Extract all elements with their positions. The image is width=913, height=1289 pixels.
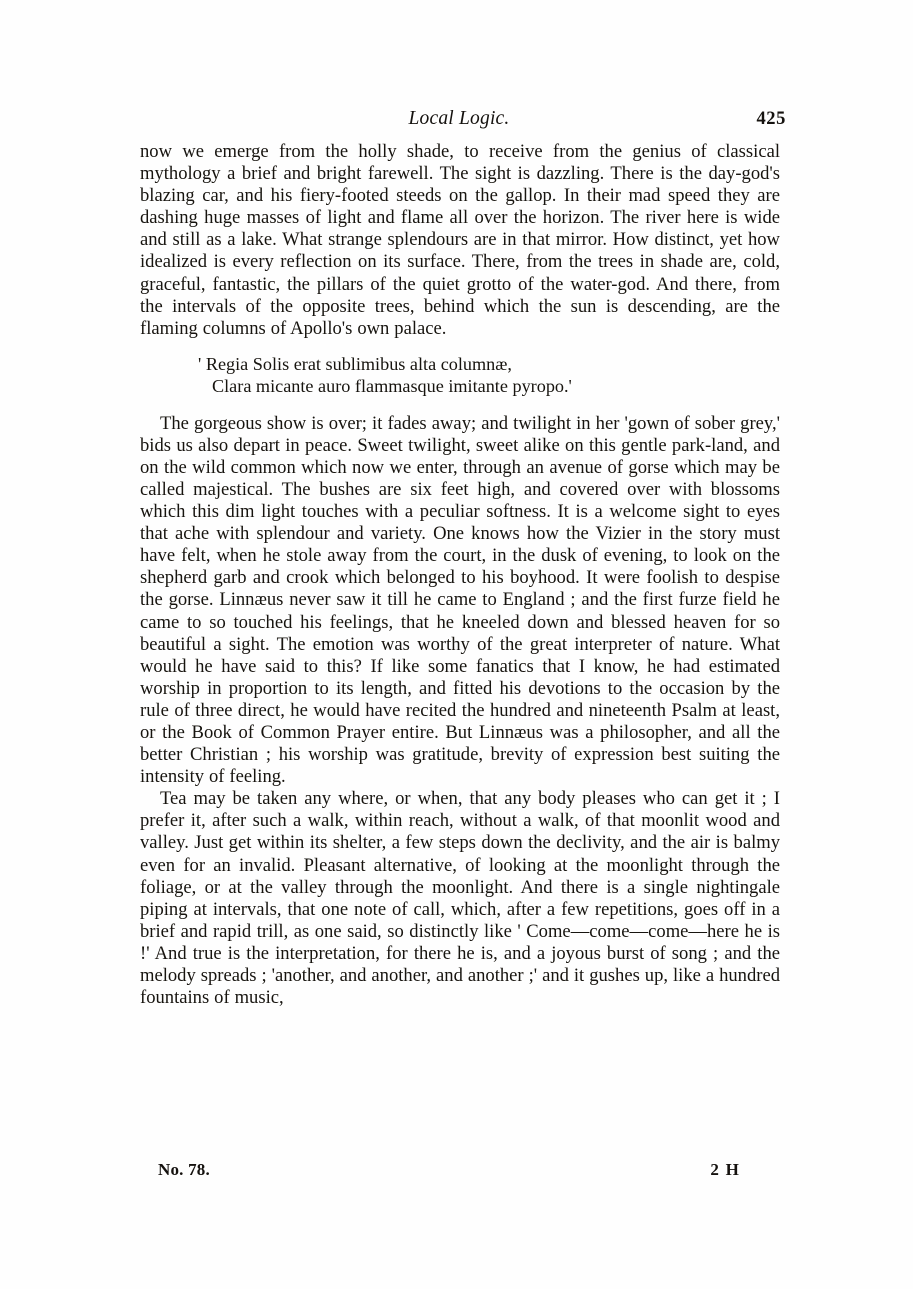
running-head-title: Local Logic.: [408, 108, 510, 129]
verse-line-1: ' Regia Solis erat sublimibus alta columnæ,: [198, 353, 512, 374]
issue-number: No. 78.: [158, 1160, 210, 1179]
paragraph-sunset: now we emerge from the holly shade, to receive from the genius of classical mythology a brief and bright farewell. The sight is dazzling. There is the day-god's blazing car, and his fiery-footed steeds on the gallop. In their mad speed they are dashing huge masses of light and flame all over the horizon. The river here is wide and still as a lake. What strange splendours are in that mirror. How distinct, yet how idealized is every reflection on its surface. There, from the trees in shade are, cold, graceful, fantastic, the pillars of the quiet grotto of the water-god. And there, from the intervals of the opposite trees, behind which the sun is descending, are the flaming columns of Apollo's own palace.: [140, 141, 780, 339]
page-footer: [140, 1160, 778, 1184]
paragraph-tea: Tea may be taken any where, or when, that any body pleases who can get it ; I prefer it, after such a walk, within reach, without a walk, of that moonlit wood and valley. Just get within its shelter, a few steps down the declivity, and the air is balmy even for an invalid. Pleasant alternative, of looking at the moonlight through the foliage, or at the valley through the moonlight. And there is a single nightingale piping at intervals, that one note of call, which, after a few repetitions, goes off in a brief and rapid trill, as one said, so distinctly like ' Come—come—come—here he is !' And true is the interpretation, for there he is, and a joyous burst of song ; and the melody spreads ; 'another, and another, and another ;' and it gushes up, like a hundred fountains of music,: [140, 788, 780, 1009]
page-folio-number: 425: [756, 109, 786, 129]
running-head: [140, 108, 786, 134]
paragraph-twilight: The gorgeous show is over; it fades away; and twilight in her 'gown of sober grey,' bids us also depart in peace. Sweet twilight, sweet alike on this gentle park-land, and on the wild common which now we enter, through an avenue of gorse which may be called majestical. The bushes are six feet high, and covered over with blossoms which this dim light touches with a peculiar softness. It is a welcome sight to eyes that ache with splendour and variety. One knows how the Vizier in the story must have felt, when he stole away from the court, in the dusk of evening, to look on the shepherd garb and crook which belonged to his boyhood. It were foolish to despise the gorse. Linnæus never saw it till he came to England ; and the first furze field he came to so touched his feelings, that he kneeled down and blessed heaven for so beautiful a sight. The emotion was worthy of the great interpreter of nature. What would he have said to this? If like some fanatics that I know, he had estimated worship in proportion to its length, and fitted his devotions to the occasion by the rule of three direct, he would have recited the hundred and nineteenth Psalm at least, or the Book of Common Prayer entire. But Linnæus was a philosopher, and all the better Christian ; his worship was gratitude, brevity of expression best suiting the intensity of feeling.: [140, 412, 780, 788]
signature-mark: 2 H: [710, 1160, 740, 1179]
verse-line-2: Clara micante auro flammasque imitante pyropo.': [212, 376, 572, 397]
body-text-block: [140, 141, 780, 1009]
verse-quotation: [140, 340, 780, 409]
